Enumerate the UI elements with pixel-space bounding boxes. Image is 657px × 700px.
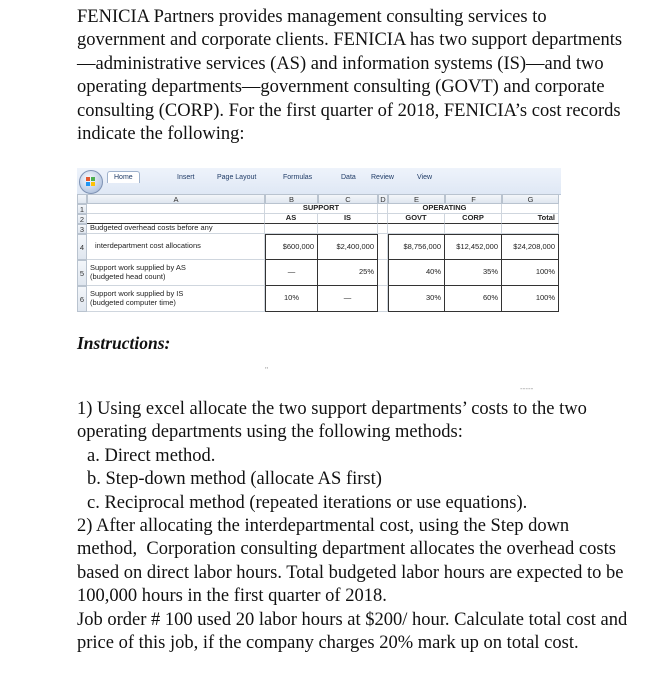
logo-square-3	[86, 182, 90, 186]
cell-is-by-as[interactable]: 25%	[318, 260, 378, 286]
excel-ribbon	[77, 168, 561, 195]
cell-as-overhead[interactable]: $600,000	[265, 234, 318, 260]
cell-c3[interactable]	[318, 224, 378, 234]
cell-d2[interactable]	[378, 214, 388, 224]
column-header-g[interactable]: G	[502, 194, 559, 204]
support-header[interactable]: SUPPORT	[265, 204, 378, 214]
operating-header[interactable]: OPERATING	[388, 204, 502, 214]
cell-g1[interactable]	[502, 204, 559, 214]
tab-page-layout[interactable]: Page Layout	[217, 174, 257, 181]
row6-label-line1: Support work supplied by IS	[90, 288, 184, 298]
row-header-4[interactable]: 4	[77, 234, 87, 260]
cell-b3[interactable]	[265, 224, 318, 234]
row5-label-line2: (budgeted head count)	[90, 271, 166, 281]
column-header-f[interactable]: F	[445, 194, 502, 204]
tab-formulas[interactable]: Formulas	[283, 174, 313, 181]
tab-insert[interactable]: Insert	[177, 174, 195, 181]
select-all-corner[interactable]	[77, 194, 87, 204]
question-2: 2) After allocating the interdepartmental cost, using the Step down method, Corporation consulting department allocates the overhead costs based on direct labor hours. Total budgeted labor hours are expected to be 100,000 hours in the first quarter of 2018.	[77, 516, 624, 607]
cell-total-by-is[interactable]: 100%	[502, 286, 559, 312]
spreadsheet-image	[77, 168, 561, 320]
header-is[interactable]: IS	[318, 214, 378, 224]
question-1b: b. Step-down method (allocate AS first)	[87, 469, 382, 490]
header-total[interactable]: Total	[502, 214, 559, 224]
header-corp[interactable]: CORP	[445, 214, 502, 224]
cell-d6[interactable]	[378, 286, 388, 312]
logo-square-4	[91, 182, 95, 186]
cell-f3[interactable]	[445, 224, 502, 234]
row-header-6[interactable]: 6	[77, 286, 87, 312]
cell-govt-overhead[interactable]: $8,756,000	[388, 234, 445, 260]
cell-total-overhead[interactable]: $24,208,000	[502, 234, 559, 260]
office-button[interactable]	[79, 170, 103, 194]
cell-corp-by-is[interactable]: 60%	[445, 286, 502, 312]
row-header-1[interactable]: 1	[77, 204, 87, 214]
row5-label[interactable]	[87, 260, 265, 286]
cell-d5[interactable]	[378, 260, 388, 286]
cell-e3[interactable]	[388, 224, 445, 234]
cell-govt-by-as[interactable]: 40%	[388, 260, 445, 286]
cell-g3[interactable]	[502, 224, 559, 234]
scan-artifact-2: -----	[520, 384, 534, 393]
cell-d3[interactable]	[378, 224, 388, 234]
cell-as-by-is[interactable]: 10%	[265, 286, 318, 312]
logo-square-1	[86, 177, 90, 181]
scan-artifact: ''	[265, 366, 269, 375]
header-govt[interactable]: GOVT	[388, 214, 445, 224]
tab-view[interactable]: View	[417, 174, 433, 181]
cell-total-by-as[interactable]: 100%	[502, 260, 559, 286]
header-as[interactable]: AS	[265, 214, 318, 224]
cell-as-by-as[interactable]: —	[265, 260, 318, 286]
question-3: Job order # 100 used 20 labor hours at $200/ hour. Calculate total cost and price of this job, if the company charges 20% mark up on total cost.	[77, 609, 628, 654]
cell-corp-by-as[interactable]: 35%	[445, 260, 502, 286]
cell-a2[interactable]	[87, 214, 265, 224]
row-header-2[interactable]: 2	[77, 214, 87, 224]
column-header-e[interactable]: E	[388, 194, 445, 204]
intro-paragraph: FENICIA Partners provides management consulting services to government and corporate clients. FENICIA has two support departments—administrative services (AS) and information systems (IS)—and two operating departments—government consulting (GOVT) and corporate consulting (CORP). For the first quarter of 2018, FENICIA’s cost records indicate the following:	[77, 7, 623, 145]
logo-square-2	[91, 177, 95, 181]
column-header-b[interactable]: B	[265, 194, 318, 204]
instructions-body	[77, 398, 637, 655]
cell-a1[interactable]	[87, 204, 265, 214]
cell-govt-by-is[interactable]: 30%	[388, 286, 445, 312]
tab-data[interactable]: Data	[341, 174, 356, 181]
row6-label-line2: (budgeted computer time)	[90, 297, 176, 307]
column-header-d[interactable]: D	[378, 194, 388, 204]
row5-label-line1: Support work supplied by AS	[90, 262, 186, 272]
row-header-5[interactable]: 5	[77, 260, 87, 286]
column-header-c[interactable]: C	[318, 194, 378, 204]
row4-label[interactable]: interdepartment cost allocations	[87, 234, 265, 260]
question-1a: a. Direct method.	[87, 445, 216, 466]
tab-home[interactable]: Home	[107, 171, 140, 183]
cell-is-overhead[interactable]: $2,400,000	[318, 234, 378, 260]
question-1c: c. Reciprocal method (repeated iterations or use equations).	[87, 492, 528, 513]
column-header-a[interactable]: A	[87, 194, 265, 204]
question-1: 1) Using excel allocate the two support departments’ costs to the two operating departments using the following methods:	[77, 399, 587, 443]
tab-review[interactable]: Review	[371, 174, 394, 181]
cell-d1[interactable]	[378, 204, 388, 214]
row-header-3[interactable]: 3	[77, 224, 87, 234]
row6-label[interactable]	[87, 286, 265, 312]
cell-is-by-is[interactable]: —	[318, 286, 378, 312]
row3-label[interactable]: Budgeted overhead costs before any	[87, 224, 265, 234]
office-logo-icon	[86, 177, 96, 187]
cell-d4[interactable]	[378, 234, 388, 260]
cell-corp-overhead[interactable]: $12,452,000	[445, 234, 502, 260]
instructions-title: Instructions:	[77, 333, 171, 353]
